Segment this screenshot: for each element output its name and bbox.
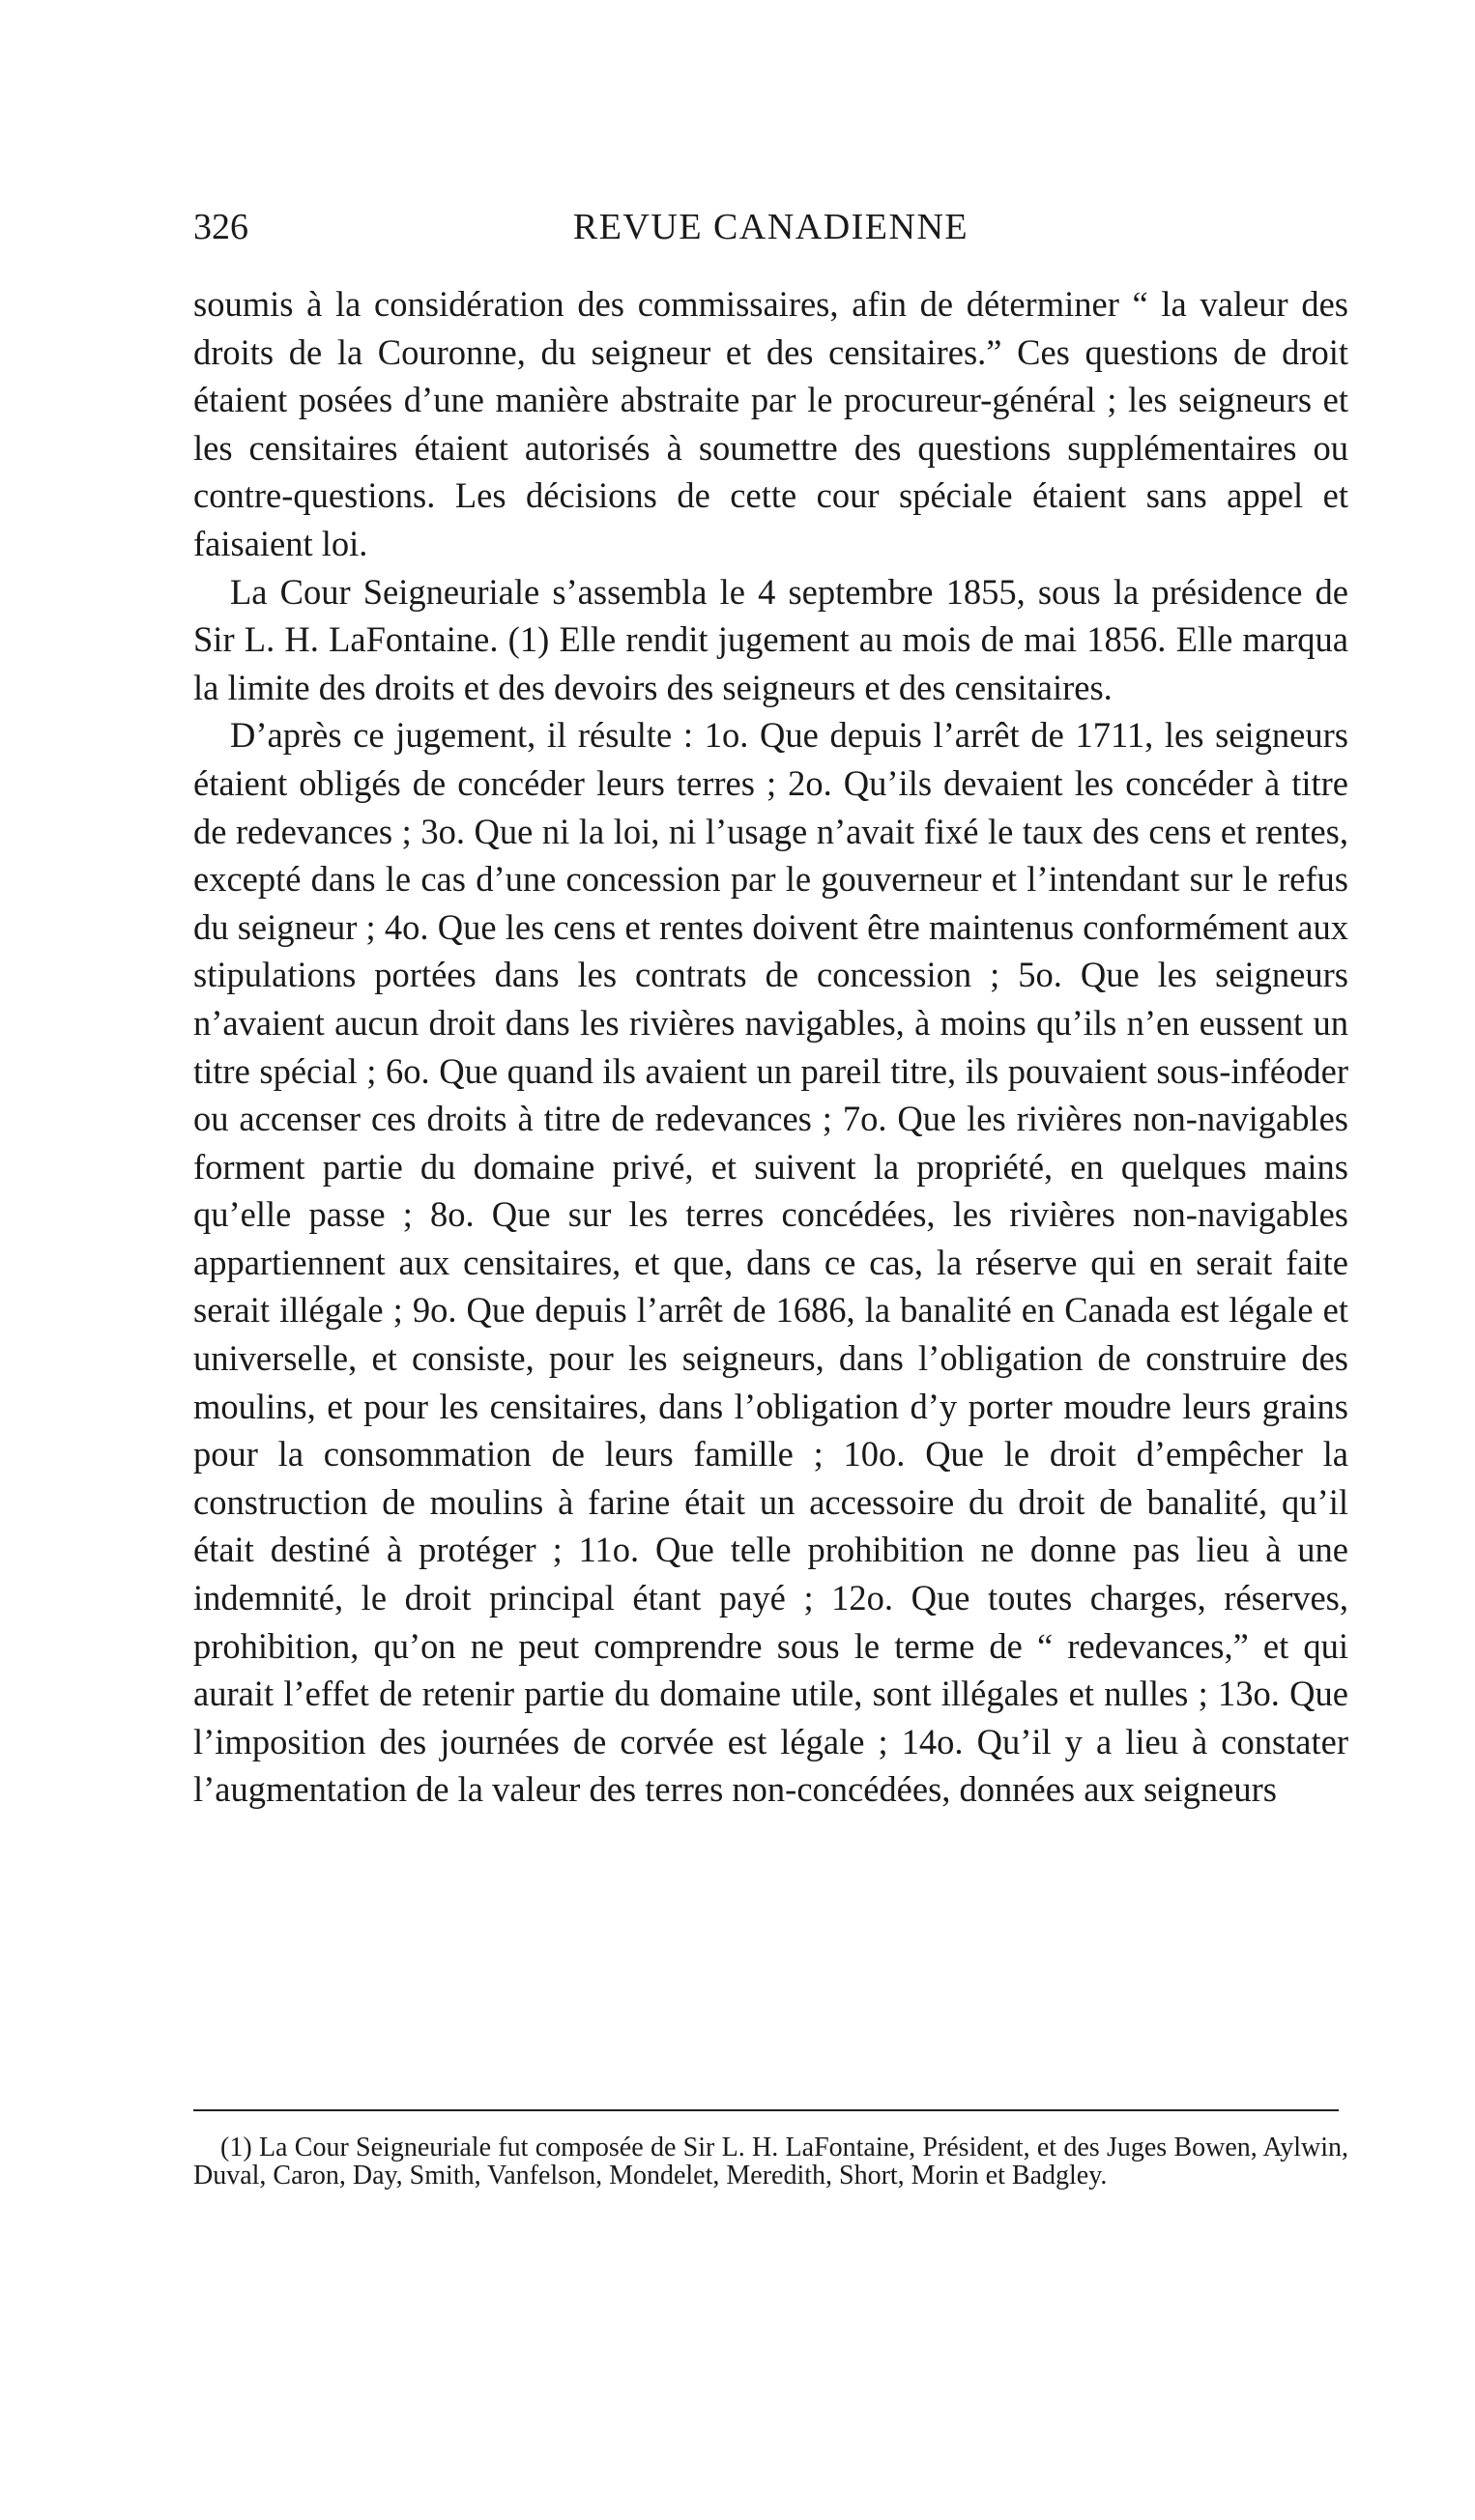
paragraph-continuation: soumis à la considération des commissaires, afin de déterminer “ la valeur des droits de la Couronne, du seigneur et des censitaires.” Ces questions de droit étaient posées d’une manière abstraite par le procureur-général ; les seigneurs et les censitaires étaient autorisés à soumettre des questions supplémentaires ou contre-questions. Les décisions de cette cour spéciale étaient sans appel et faisaient loi. [193,284,1348,563]
body-text [193,280,1348,1814]
paragraph-cour-seigneuriale: La Cour Seigneuriale s’assembla le 4 septembre 1855, sous la présidence de Sir L. H. LaFontaine. (1) Elle rendit jugement au mois de mai 1856. Elle marqua la limite des droits et des devoirs des seigneurs et des censitaires. [193,571,1348,707]
paragraph-jugement: D’après ce jugement, il résulte : 1o. Que depuis l’arrêt de 1711, les seigneurs étaient obligés de concéder leurs terres ; 2o. Qu’ils devaient les concéder à titre de redevances ; 3o. Que ni la loi, ni l’usage n’avait fixé le taux des cens et rentes, excepté dans le cas d’une concession par le gouverneur et l’intendant sur le refus du seigneur ; 4o. Que les cens et rentes doivent être maintenus conformément aux stipulations portées dans les contrats de concession ; 5o. Que les seigneurs n’avaient aucun droit dans les rivières navigables, à moins qu’ils n’en eussent un titre spécial ; 6o. Que quand ils avaient un pareil titre, ils pouvaient sous-inféoder ou accenser ces droits à titre de redevances ; 7o. Que les rivières non-navigables forment partie du domaine privé, et suivent la propriété, en quelques mains qu’elle passe ; 8o. Que sur les terres concédées, les rivières non-navigables appartiennent aux censitaires, et que, dans ce cas, la réserve qui en serait faite serait illégale ; 9o. Que depuis l’arrêt de 1686, la banalité en Canada est légale et universelle, et consiste, pour les seigneurs, dans l’obligation de construire des moulins, et pour les censitaires, dans l’obligation d’y porter moudre leurs grains pour la consommation de leurs famille ; 10o. Que le droit d’empêcher la construction de moulins à farine était un accessoire du droit de banalité, qu’il était destiné à protéger ; 11o. Que telle prohibition ne donne pas lieu à une indemnité, le droit principal étant payé ; 12o. Que toutes charges, réserves, prohibition, qu’on ne peut comprendre sous le terme de “ redevances,” et qui aurait l’effet de retenir partie du domaine utile, sont illégales et nulles ; 13o. Que l’imposition des journées de corvée est légale ; 14o. Qu’il y a lieu à constater l’augmentation de la valeur des terres non-concédées, données aux seigneurs [193,715,1348,1810]
running-head [193,198,1348,256]
journal-title: REVUE CANADIENNE [572,207,969,247]
footnote [193,2133,1348,2190]
page-number: 326 [193,207,248,247]
footnote-divider [193,2109,1339,2111]
footnote-text: (1) La Cour Seigneuriale fut composée de Sir L. H. LaFontaine, Président, et des Juges Bowen, Aylwin, Duval, Caron, Day, Smith, Vanfelson, Mondelet, Meredith, Short, Morin et Badgley. [193,2133,1348,2191]
